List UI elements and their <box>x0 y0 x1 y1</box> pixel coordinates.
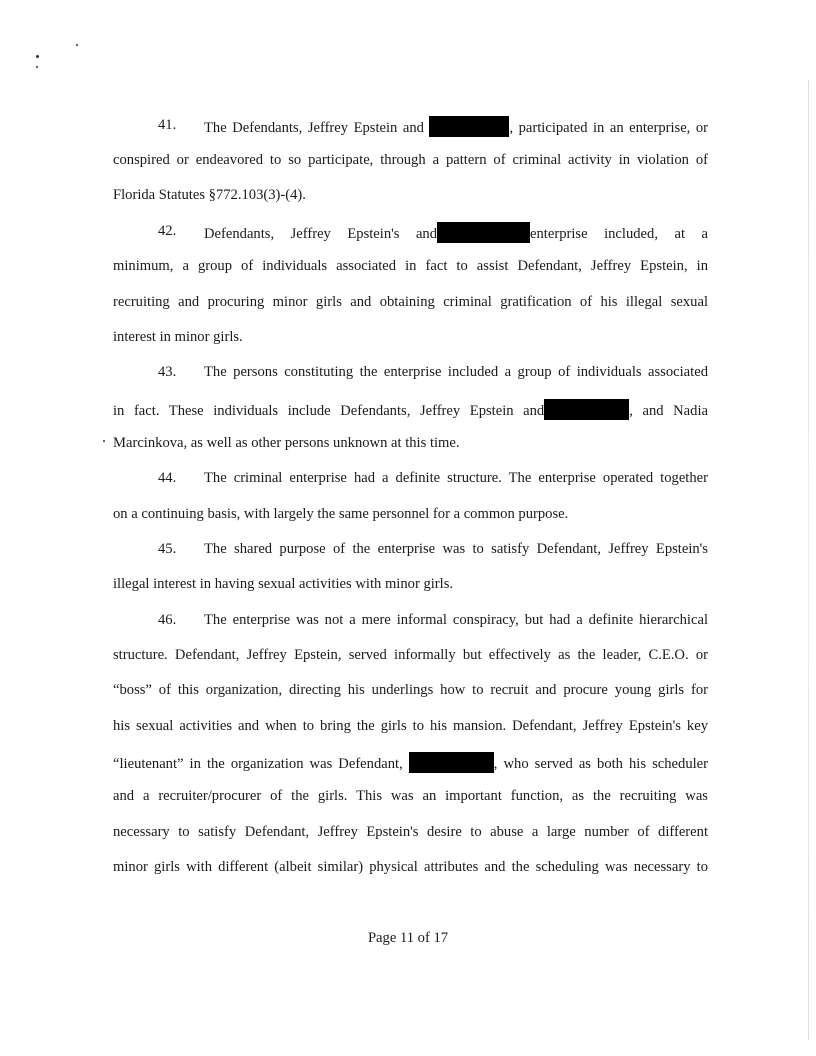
para-46-line-3: “boss” of this organization, directing his underlings how to recruit and procure young girls for <box>113 682 708 698</box>
para-41-line-3: Florida Statutes §772.103(3)-(4). <box>113 187 306 203</box>
scan-speck <box>76 44 78 46</box>
page-number: Page 11 of 17 <box>367 930 449 946</box>
para-45-line-2: illegal interest in having sexual activities with minor girls. <box>113 576 454 592</box>
para-42-line-2: minimum, a group of individuals associated in fact to assist Defendant, Jeffrey Epstein, in <box>113 258 708 274</box>
para-46-line-7: necessary to satisfy Defendant, Jeffrey Epstein's desire to abuse a large number of different <box>113 824 708 840</box>
scan-edge-line <box>808 80 809 1040</box>
para-44-first-line: The criminal enterprise had a definite structure. The enterprise operated together <box>204 470 708 486</box>
redaction-bar <box>429 116 509 137</box>
para-43-text-a: in fact. These individuals include Defendants, Jeffrey Epstein and <box>113 403 545 419</box>
para-42-line-4: interest in minor girls. <box>113 329 243 345</box>
para-46-text-b: , who served as both his scheduler <box>493 756 709 772</box>
para-43-text-b: , and Nadia <box>629 403 708 419</box>
para-46-first-line: The enterprise was not a mere informal conspiracy, but had a definite hierarchical <box>204 612 708 628</box>
redaction-bar <box>409 752 494 773</box>
para-41-text-b: , participated in an enterprise, or <box>509 120 708 136</box>
para-46-line-8: minor girls with different (albeit similar) physical attributes and the scheduling was necessary to <box>113 859 708 875</box>
para-41-first-line <box>204 116 708 137</box>
redaction-bar <box>437 222 530 243</box>
para-42-line-3: recruiting and procuring minor girls and obtaining criminal gratification of his illegal sexual <box>113 294 708 310</box>
para-42-first-line <box>204 222 708 243</box>
para-46-line-4: his sexual activities and when to bring the girls to his mansion. Defendant, Jeffrey Epstein's key <box>113 718 708 734</box>
para-42-text-b: enterprise included, at a <box>530 226 708 242</box>
para-number: 41. <box>158 117 177 133</box>
para-43-first-line: The persons constituting the enterprise included a group of individuals associated <box>204 364 708 380</box>
para-46-line-6: and a recruiter/procurer of the girls. This was an important function, as the recruiting was <box>113 788 708 804</box>
para-number: 44. <box>158 470 177 486</box>
para-number: 45. <box>158 541 177 557</box>
scan-speck <box>103 440 105 442</box>
para-46-fifth-line <box>113 752 708 773</box>
para-44-line-2: on a continuing basis, with largely the same personnel for a common purpose. <box>113 506 569 522</box>
para-number: 46. <box>158 612 177 628</box>
redaction-bar <box>544 399 629 420</box>
para-41-line-2: conspired or endeavored to so participate, through a pattern of criminal activity in violation of <box>113 152 708 168</box>
para-number: 42. <box>158 223 177 239</box>
scan-speck <box>36 66 38 68</box>
scan-speck <box>36 55 39 58</box>
para-46-text-a: “lieutenant” in the organization was Defendant, <box>113 756 403 772</box>
para-41-text-a: The Defendants, Jeffrey Epstein and <box>204 120 424 136</box>
para-42-text-a: Defendants, Jeffrey Epstein's and <box>204 226 438 242</box>
para-number: 43. <box>158 364 177 380</box>
para-46-line-2: structure. Defendant, Jeffrey Epstein, served informally but effectively as the leader, C.E.O. or <box>113 647 708 663</box>
para-43-second-line <box>113 399 708 420</box>
para-43-line-3: Marcinkova, as well as other persons unknown at this time. <box>113 435 460 451</box>
para-45-first-line: The shared purpose of the enterprise was to satisfy Defendant, Jeffrey Epstein's <box>204 541 708 557</box>
